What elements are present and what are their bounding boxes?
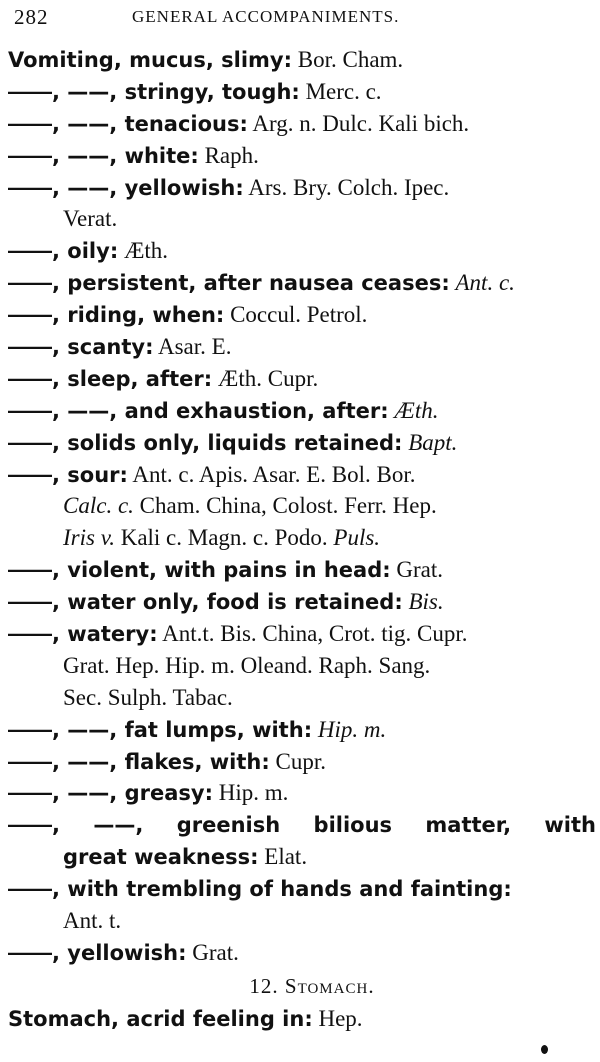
remedy-text: Raph. [198,142,259,168]
entry-line [8,554,596,586]
running-head: GENERAL ACCOMPANIMENTS. [132,7,400,26]
ditto-separator: , [52,239,68,264]
ditto-separator: , ——, [52,398,125,423]
repertory-entry [8,299,596,331]
rubric: water only, food is retained [67,590,395,615]
entry-continuation-line [8,490,596,522]
ditto-dash: —— [8,812,52,838]
rubric-colon: : [380,398,389,423]
rubric-colon: : [394,430,403,455]
ditto-dash: —— [8,429,52,455]
ditto-separator: , [52,590,68,615]
repertory-entry [8,235,596,267]
repertory-entry [8,586,596,618]
rubric: great weakness [63,845,251,870]
remedy-italic: Æth. [394,397,439,423]
ditto-dash: —— [8,142,52,168]
ditto-dash: —— [8,461,52,487]
remedy-text: Cupr. [269,748,326,774]
ink-dot [541,1045,548,1054]
page-header [14,2,584,32]
section-number: 12. [249,973,279,998]
ditto-separator: , [52,558,68,583]
remedy-text: Kali c. Magn. c. Podo. [114,525,334,551]
ditto-separator: , ——, [52,175,125,200]
final-entry [8,1003,596,1035]
rubric-colon: : [149,622,158,647]
entry-line [8,873,596,905]
rubric: white [124,143,191,168]
rubric: persistent, after nausea ceases [67,271,442,296]
section-heading [8,969,596,1003]
rubric-colon: : [178,940,187,965]
entry-line [8,618,596,650]
remedy-text: Cham. China, Colost. Ferr. Hep. [133,493,437,519]
ditto-dash: —— [8,716,52,742]
remedy-text: Grat. Hep. Hip. m. Oleand. Raph. Sang. [63,652,431,678]
ditto-dash: —— [8,78,52,104]
ditto-dash: —— [8,876,52,902]
repertory-entry [8,714,596,746]
remedy-text: Sec. Sulph. Tabac. [63,684,233,710]
entry-line [8,586,596,618]
entry-continuation-line [8,522,596,554]
rubric: greenish bilious matter, with [176,813,596,838]
rubric-colon: : [304,1006,313,1031]
ditto-separator: , ——, [52,781,125,806]
rubric-colon: : [303,717,313,742]
rubric-colon: : [441,271,450,296]
rubric-colon: : [119,462,128,487]
ditto-dash: —— [8,748,52,774]
repertory-entry [8,108,596,140]
repertory-entry [8,777,596,809]
entry-line [8,267,596,299]
repertory-entry [8,937,596,969]
rubric: oily [67,239,110,264]
remedy-text: Æth. [118,238,169,264]
rubric: watery [67,622,150,647]
rubric-colon: : [283,48,293,72]
entry-line [8,108,596,140]
entry-line [8,44,596,76]
remedy-text: Ant. c. Apis. Asar. E. Bol. Bor. [127,461,416,487]
entry-continuation-line [8,203,596,235]
rubric-colon: : [190,143,199,168]
entry-line [8,714,596,746]
entry-line [8,299,596,331]
repertory-entry [8,331,596,363]
repertory-entry [8,395,596,427]
ditto-separator: , [52,303,68,328]
repertory-entry [8,140,596,172]
entry-line [8,172,596,204]
ditto-separator: , [52,271,68,296]
ditto-separator: , [52,940,68,965]
rubric-colon: : [215,303,225,328]
rubric: greasy [124,781,205,806]
ditto-separator: , [52,335,68,360]
entry-continuation-line [8,905,596,937]
entry-continuation-line [8,841,596,873]
ditto-separator: , ——, [52,143,125,168]
remedy-italic: Bis. [408,589,444,615]
ditto-dash: —— [8,939,52,965]
entry-line [8,140,596,172]
ditto-dash: —— [8,334,52,360]
remedy-text: Grat. [390,557,444,583]
rubric: violent, with pains in head [67,558,383,583]
remedy-text: Bor. Cham. [292,47,404,72]
entry-list [8,44,596,1035]
repertory-entry [8,76,596,108]
entry-line [8,777,596,809]
entry-line [8,235,596,267]
repertory-entry [8,267,596,299]
entry-line [8,331,596,363]
remedy-italic: Iris v. [63,525,115,551]
entry-line [8,363,596,395]
rubric: scanty [67,335,146,360]
rubric-colon: : [109,239,119,264]
repertory-entry [8,618,596,714]
remedy-text: Asar. E. [153,334,232,360]
ditto-dash: —— [8,621,52,647]
page-number: 282 [14,5,49,29]
repertory-entry [8,809,596,873]
remedy-text: Verat. [63,206,118,232]
ditto-dash: —— [8,174,52,200]
rubric: sour [67,462,120,487]
rubric: Vomiting, mucus, slimy [8,48,284,72]
entry-line [8,809,596,841]
ditto-separator: , ——, [52,111,125,136]
remedy-text: Ant. t. [63,908,122,934]
ditto-separator: , [52,462,68,487]
ditto-dash: —— [8,365,52,391]
entry-continuation-line [8,650,596,682]
rubric: Stomach, acrid feeling in [8,1006,305,1031]
rubric-colon: : [204,781,213,806]
remedy-text: Coccul. Petrol. [224,302,368,328]
rubric: flakes, with [124,749,262,774]
rubric: solids only, liquids retained [67,430,395,455]
remedy-text: Hip. m. [212,780,289,806]
rubric-colon: : [235,175,244,200]
remedy-text: Ant.t. Bis. China, Crot. tig. Cupr. [157,621,468,647]
ditto-separator: , [52,877,68,902]
remedy-italic: Puls. [333,525,381,551]
section-title: Stomach. [284,973,375,998]
ditto-dash: —— [8,589,52,615]
remedy-text: Elat. [258,844,308,870]
repertory-entry [8,554,596,586]
ditto-separator: , [52,622,68,647]
ditto-dash: —— [8,780,52,806]
remedy-text: Grat. [186,939,239,965]
rubric-colon: : [145,335,154,360]
ditto-dash: —— [8,238,52,264]
ditto-separator: , ——, [52,79,125,104]
rubric: tenacious [124,111,240,136]
remedy-text: Merc. c. [299,78,382,104]
rubric-colon: : [239,111,248,136]
repertory-entry [8,459,596,555]
rubric: yellowish [67,940,179,965]
ditto-dash: —— [8,302,52,328]
ditto-dash: —— [8,397,52,423]
entry-line [8,427,596,459]
rubric: and exhaustion, after [124,398,381,423]
ditto-dash: —— [8,270,52,296]
ditto-separator: , [52,366,68,391]
rubric-colon: : [291,79,300,104]
remedy-italic: Ant. c. [455,270,515,296]
ditto-separator: , ——, [52,749,125,774]
remedy-text: Arg. n. Dulc. Kali bich. [247,110,470,136]
repertory-entry [8,172,596,236]
entry-line [8,76,596,108]
entry-continuation-line [8,682,596,714]
ditto-dash: —— [8,110,52,136]
rubric-colon: : [203,366,213,391]
entry-line [8,459,596,491]
remedy-italic: Hip. m. [317,716,387,742]
remedy-text: Ars. Bry. Colch. Ipec. [243,174,450,200]
rubric: with trembling of hands and fainting [67,877,504,902]
rubric-colon: : [503,877,512,902]
rubric: fat lumps, with [124,717,304,742]
repertory-entry [8,873,596,937]
repertory-entry [8,44,596,76]
rubric: sleep, after [67,366,204,391]
rubric-colon: : [261,749,270,774]
rubric: yellowish [124,175,236,200]
repertory-entry [8,427,596,459]
remedy-italic: Calc. c. [63,493,134,519]
entries-body [8,44,596,969]
repertory-entry [8,746,596,778]
remedies: Hep. [312,1005,363,1031]
rubric-colon: : [250,845,259,870]
entry-line [8,395,596,427]
remedy-italic: Bapt. [408,429,458,455]
repertory-entry [8,363,596,395]
ditto-separator: , [52,430,68,455]
rubric: stringy, tough [124,79,292,104]
remedy-text: Æth. Cupr. [212,365,319,391]
entry-line [8,746,596,778]
ditto-separator: , ——, [52,813,177,838]
rubric-colon: : [394,590,403,615]
ditto-separator: , ——, [52,717,125,742]
rubric-colon: : [382,558,391,583]
rubric: riding, when [67,303,216,328]
entry-line [8,937,596,969]
ditto-dash: —— [8,557,52,583]
